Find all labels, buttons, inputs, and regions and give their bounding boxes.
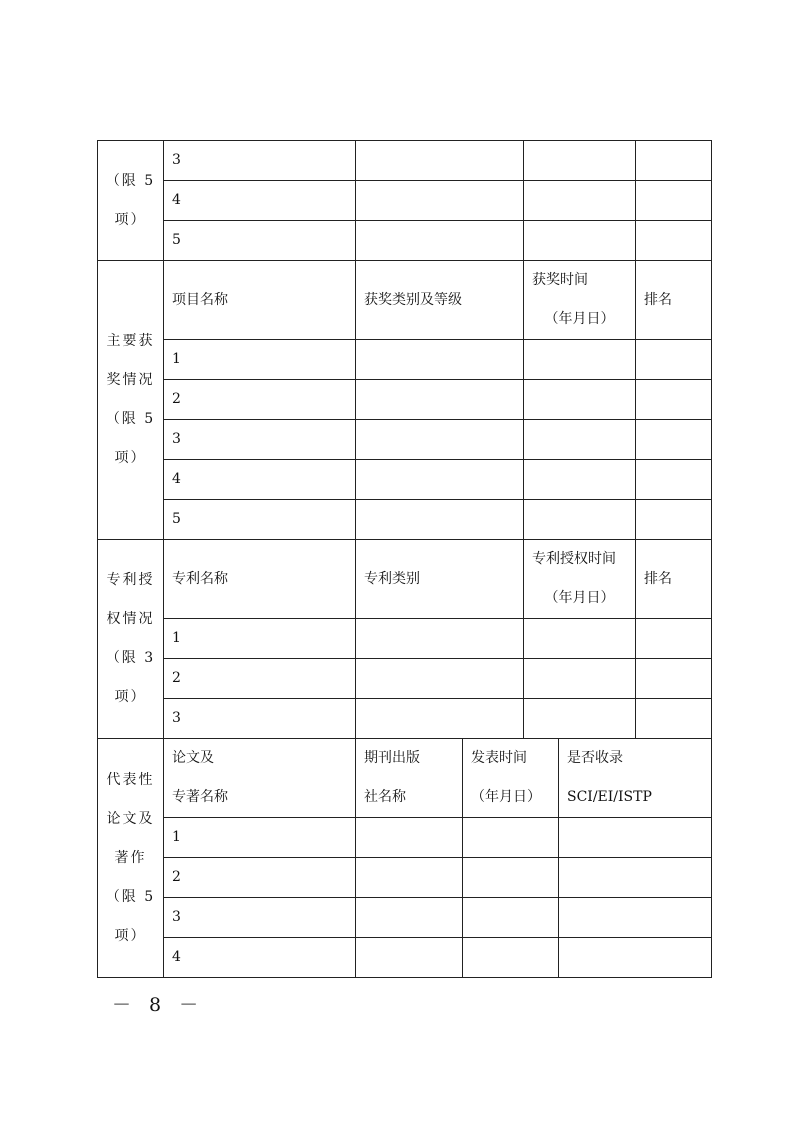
input-cell[interactable]	[636, 141, 712, 181]
application-form-table	[97, 140, 712, 978]
input-cell[interactable]	[463, 818, 559, 858]
input-cell[interactable]	[356, 659, 524, 699]
input-cell[interactable]	[636, 699, 712, 739]
row-number: 4	[164, 181, 356, 221]
input-cell[interactable]	[559, 938, 712, 978]
row-number: 3	[164, 898, 356, 938]
patents-header-row	[98, 540, 712, 619]
input-cell[interactable]	[524, 619, 636, 659]
input-cell[interactable]	[356, 898, 463, 938]
patents-rank-header: 排名	[636, 540, 712, 619]
row-number: 1	[164, 619, 356, 659]
input-cell[interactable]	[356, 420, 524, 460]
input-cell[interactable]	[636, 380, 712, 420]
input-cell[interactable]	[524, 141, 636, 181]
table-row	[98, 221, 712, 261]
input-cell[interactable]	[636, 659, 712, 699]
input-cell[interactable]	[524, 699, 636, 739]
input-cell[interactable]	[524, 380, 636, 420]
input-cell[interactable]	[559, 898, 712, 938]
table-row	[98, 460, 712, 500]
input-cell[interactable]	[524, 181, 636, 221]
patents-category-header: 专利类别	[356, 540, 524, 619]
input-cell[interactable]	[559, 818, 712, 858]
input-cell[interactable]	[463, 898, 559, 938]
input-cell[interactable]	[524, 659, 636, 699]
awards-name-header: 项目名称	[164, 261, 356, 340]
row-number: 5	[164, 500, 356, 540]
table-row	[98, 420, 712, 460]
input-cell[interactable]	[356, 221, 524, 261]
papers-index-header: 是否收录 SCI/EI/ISTP	[559, 739, 712, 818]
awards-section-label: 主要获 奖情况 （限 5 项）	[98, 261, 164, 540]
awards-time-header: 获奖时间 （年月日）	[524, 261, 636, 340]
input-cell[interactable]	[524, 221, 636, 261]
row-number: 3	[164, 420, 356, 460]
awards-rank-header: 排名	[636, 261, 712, 340]
input-cell[interactable]	[524, 340, 636, 380]
input-cell[interactable]	[356, 619, 524, 659]
row-number: 2	[164, 659, 356, 699]
input-cell[interactable]	[524, 460, 636, 500]
input-cell[interactable]	[524, 500, 636, 540]
row-number: 2	[164, 858, 356, 898]
input-cell[interactable]	[636, 221, 712, 261]
input-cell[interactable]	[356, 141, 524, 181]
papers-time-header: 发表时间 （年月日）	[463, 739, 559, 818]
patents-name-header: 专利名称	[164, 540, 356, 619]
row-number: 3	[164, 699, 356, 739]
input-cell[interactable]	[636, 460, 712, 500]
patents-section-label: 专利授 权情况 （限 3 项）	[98, 540, 164, 739]
input-cell[interactable]	[356, 340, 524, 380]
table-row	[98, 619, 712, 659]
row-number: 5	[164, 221, 356, 261]
input-cell[interactable]	[636, 181, 712, 221]
input-cell[interactable]	[636, 340, 712, 380]
input-cell[interactable]	[524, 420, 636, 460]
input-cell[interactable]	[356, 181, 524, 221]
input-cell[interactable]	[356, 858, 463, 898]
table-row	[98, 699, 712, 739]
papers-header-row	[98, 739, 712, 818]
input-cell[interactable]	[356, 818, 463, 858]
table-row	[98, 659, 712, 699]
input-cell[interactable]	[356, 699, 524, 739]
table-row	[98, 500, 712, 540]
input-cell[interactable]	[463, 938, 559, 978]
section-label-continued: （限 5 项）	[98, 141, 164, 261]
row-number: 4	[164, 938, 356, 978]
row-number: 2	[164, 380, 356, 420]
row-number: 3	[164, 141, 356, 181]
table-row	[98, 380, 712, 420]
row-number: 4	[164, 460, 356, 500]
awards-category-header: 获奖类别及等级	[356, 261, 524, 340]
input-cell[interactable]	[636, 619, 712, 659]
patents-time-header: 专利授权时间 （年月日）	[524, 540, 636, 619]
table-row	[98, 340, 712, 380]
row-number: 1	[164, 340, 356, 380]
table-row	[98, 141, 712, 181]
input-cell[interactable]	[356, 938, 463, 978]
table-row	[98, 898, 712, 938]
input-cell[interactable]	[463, 858, 559, 898]
table-row	[98, 938, 712, 978]
page-number: － 8 －	[112, 994, 205, 1016]
papers-section-label: 代表性 论文及 著作 （限 5 项）	[98, 739, 164, 978]
table-row	[98, 858, 712, 898]
papers-name-header: 论文及 专著名称	[164, 739, 356, 818]
input-cell[interactable]	[356, 500, 524, 540]
input-cell[interactable]	[636, 420, 712, 460]
table-row	[98, 181, 712, 221]
input-cell[interactable]	[636, 500, 712, 540]
row-number: 1	[164, 818, 356, 858]
table-row	[98, 818, 712, 858]
input-cell[interactable]	[356, 460, 524, 500]
papers-publisher-header: 期刊出版 社名称	[356, 739, 463, 818]
awards-header-row	[98, 261, 712, 340]
input-cell[interactable]	[356, 380, 524, 420]
input-cell[interactable]	[559, 858, 712, 898]
